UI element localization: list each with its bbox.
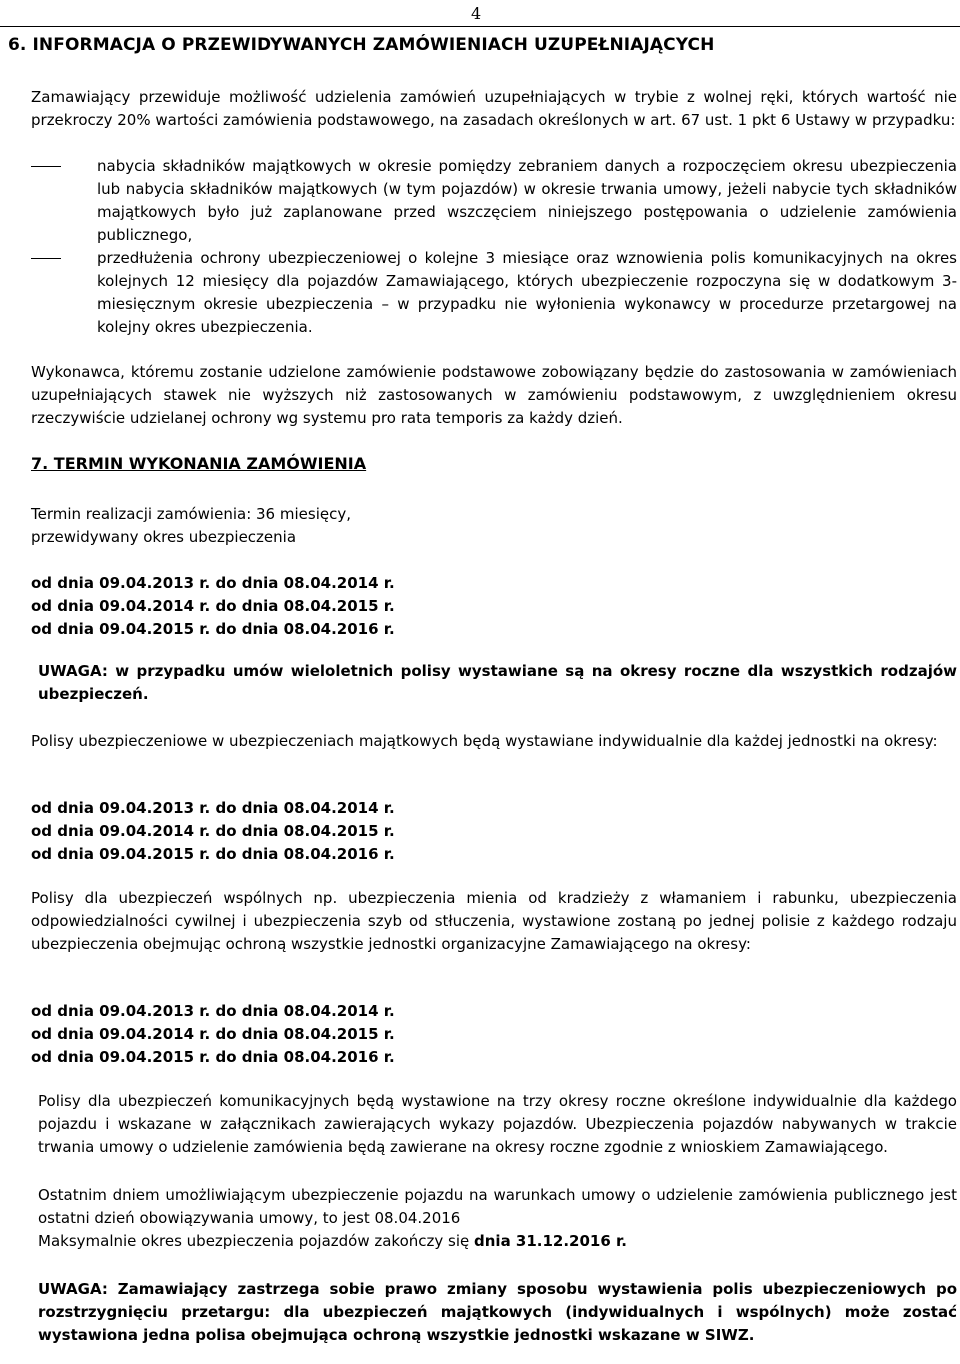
warning-annual-policies: UWAGA: w przypadku umów wieloletnich polisy wystawiane są na okresy roczne dla wszystkich rodzajów ubezpieczeń. (38, 662, 957, 703)
property-policies-paragraph: Polisy ubezpieczeniowe w ubezpieczeniach majątkowych będą wystawiane indywidualnie dla każdej jednostki na okresy: (31, 732, 938, 750)
max-end-text: Maksymalnie okres ubezpieczenia pojazdów zakończy się (38, 1232, 475, 1250)
max-end-paragraph (38, 1230, 957, 1253)
date-range: od dnia 09.04.2013 r. do dnia 08.04.2014 r. (31, 799, 395, 817)
shared-policies-paragraph: Polisy dla ubezpieczeń wspólnych np. ubezpieczenia mienia od kradzieży z włamaniem i rabunku, ubezpieczenia odpowiedzialności cywilnej i ubezpieczenia szyb od stłuczenia, wystawione zostaną po jednej polisie z każdego rodzaju ubezpieczenia obejmując ochroną wszystkie jednostki organizacyjne Zamawiającego na okresy: (31, 889, 957, 953)
motor-policies-paragraph: Polisy dla ubezpieczeń komunikacyjnych będą wystawione na trzy okresy roczne określone indywidualnie dla każdego pojazdu i wskazane w załącznikach zawierających wykazy pojazdów. Ubezpieczenia pojazdów nabywanych w trakcie trwania umowy o udzielenie zamówienia będą zawierane na okresy roczne zgodnie z wnioskiem Zamawiającego. (38, 1092, 957, 1156)
date-range: od dnia 09.04.2014 r. do dnia 08.04.2015 r. (31, 597, 395, 615)
dash-bullet-2 (31, 258, 61, 259)
date-range: od dnia 09.04.2015 r. do dnia 08.04.2016 r. (31, 845, 395, 863)
warning-policy-change: UWAGA: Zamawiający zastrzega sobie prawo zmiany sposobu wystawienia polis ubezpieczeniowych po rozstrzygnięciu przetargu: dla ubezpieczeń majątkowych (indywidualnych i wspólnych) może zostać wystawiona jedna polisa obejmująca ochroną wszystkie jednostki wskazane w SIWZ. (38, 1280, 957, 1344)
dash-bullet-1 (31, 166, 61, 167)
last-day-paragraph: Ostatnim dniem umożliwiającym ubezpieczenie pojazdu na warunkach umowy o udzielenie zamówienia publicznego jest ostatni dzień obowiązywania umowy, to jest 08.04.2016 (38, 1186, 957, 1227)
date-list-2 (31, 797, 395, 866)
term-line-1: Termin realizacji zamówienia: 36 miesięcy, (31, 505, 351, 523)
max-end-date: dnia 31.12.2016 r. (474, 1232, 627, 1250)
date-range: od dnia 09.04.2015 r. do dnia 08.04.2016 r. (31, 1048, 395, 1066)
date-list-1 (31, 572, 395, 641)
list-item-1: nabycia składników majątkowych w okresie pomiędzy zebraniem danych a rozpoczęciem okresu ubezpieczenia lub nabycia składników majątkowych (w tym pojazdów) w okresie trwania umowy, jeżeli nabycie tych składników majątkowych było już zaplanowane przed wszczęciem niniejszego postępowania o udzielenie zamówienia publicznego, (97, 157, 957, 244)
date-range: od dnia 09.04.2013 r. do dnia 08.04.2014 r. (31, 574, 395, 592)
term-line-2: przewidywany okres ubezpieczenia (31, 528, 297, 546)
contractor-paragraph: Wykonawca, któremu zostanie udzielone zamówienie podstawowe zobowiązany będzie do zastosowania w zamówieniach uzupełniających stawek nie wyższych niż zastosowanych w zamówieniu podstawowym, z uwzględnieniem okresu rzeczywiście udzielanej ochrony wg systemu pro rata temporis za każdy dzień. (31, 363, 957, 427)
section-6-heading: 6. INFORMACJA O PRZEWIDYWANYCH ZAMÓWIENIACH UZUPEŁNIAJĄCYCH (8, 35, 715, 55)
section-7-heading: 7. TERMIN WYKONANIA ZAMÓWIENIA (31, 454, 367, 473)
date-range: od dnia 09.04.2014 r. do dnia 08.04.2015 r. (31, 1025, 395, 1043)
date-list-3 (31, 1000, 395, 1069)
page-number: 4 (471, 4, 482, 23)
list-item-2: przedłużenia ochrony ubezpieczeniowej o kolejne 3 miesiące oraz wznowienia polis komunikacyjnych na okres kolejnych 12 miesięcy dla pojazdów Zamawiającego, których ubezpieczenie rozpoczyna się w dodatkowym 3-miesięcznym okresie ubezpieczenia – w przypadku nie wyłonienia wykonawcy w procedurze przetargowej na kolejny okres ubezpieczenia. (97, 249, 957, 336)
date-range: od dnia 09.04.2015 r. do dnia 08.04.2016 r. (31, 620, 395, 638)
date-range: od dnia 09.04.2014 r. do dnia 08.04.2015 r. (31, 822, 395, 840)
header-rule (0, 26, 960, 27)
date-range: od dnia 09.04.2013 r. do dnia 08.04.2014 r. (31, 1002, 395, 1020)
section-6-intro: Zamawiający przewiduje możliwość udzielenia zamówień uzupełniających w trybie z wolnej ręki, których wartość nie przekroczy 20% wartości zamówienia podstawowego, na zasadach określonych w art. 67 ust. 1 pkt 6 Ustawy w przypadku: (31, 88, 957, 129)
